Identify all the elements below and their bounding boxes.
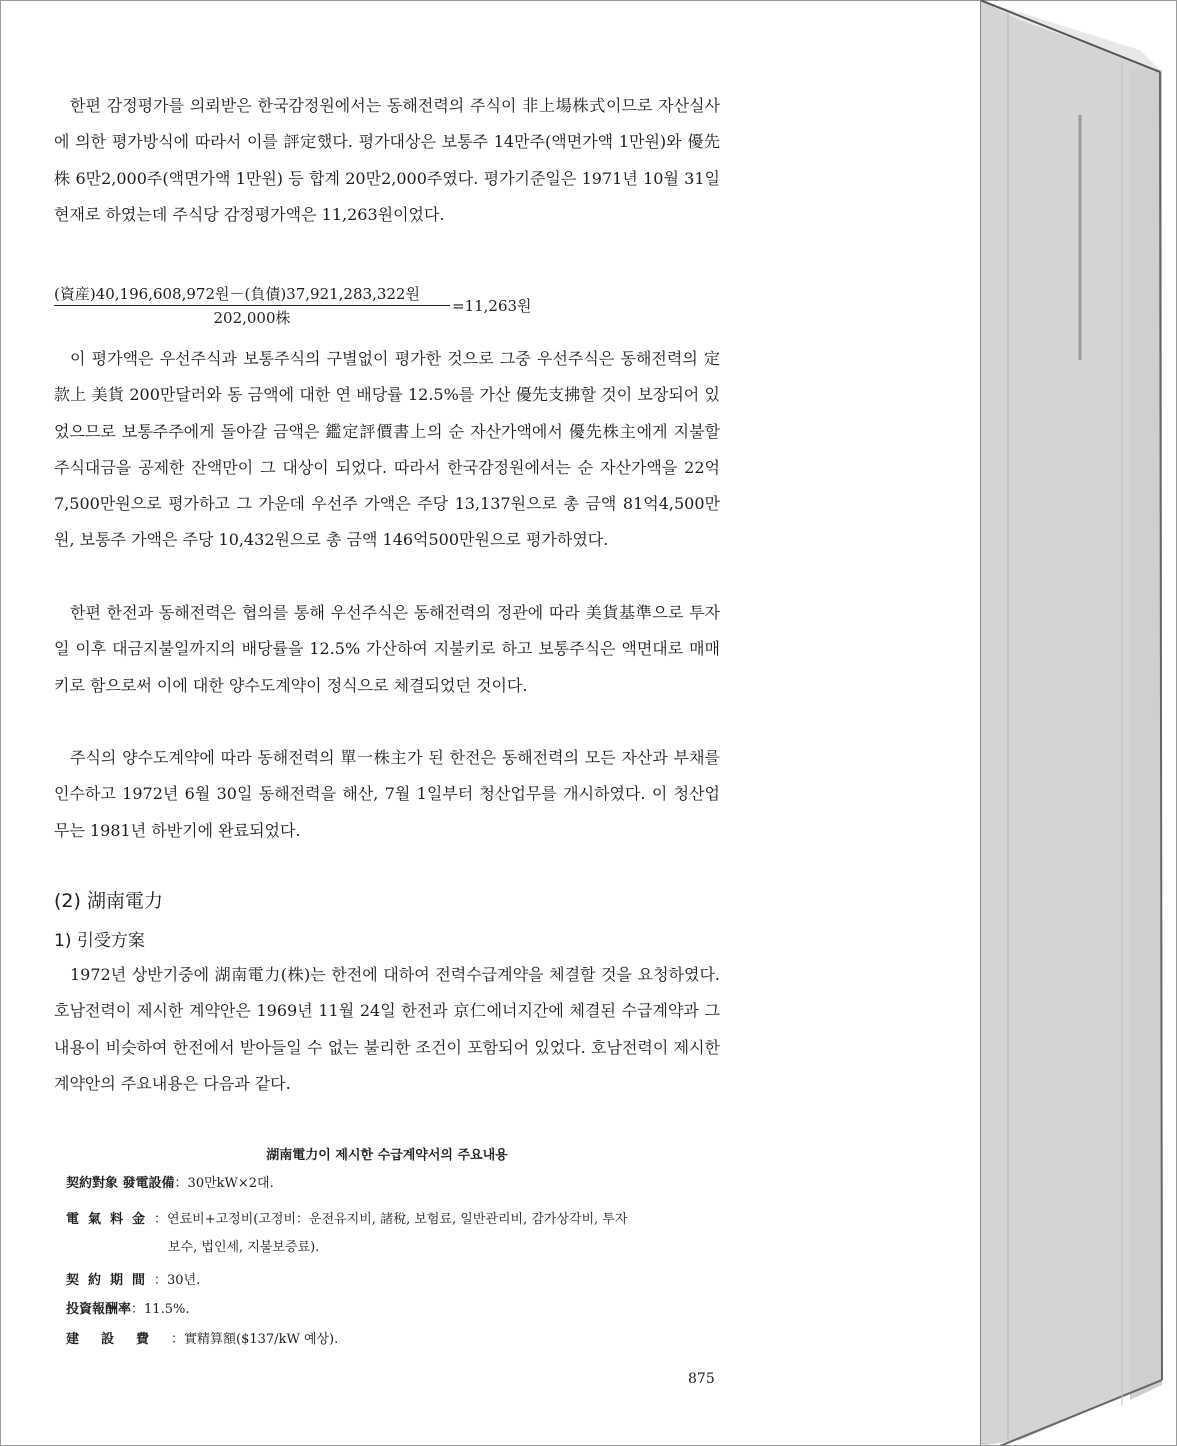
term-value: 實精算額($137/kW 예상). — [184, 1332, 339, 1347]
paragraph-preferred-shares: 이 평가액은 우선주식과 보통주식의 구별없이 평가한 것으로 그중 우선주식은 동해전력의 定款上 美貨 200만달러와 동 금액에 대한 연 배당률 12.5%를 가산 優先支拂할 것이 보장되어 있었으므로 보통주주에게 돌아갈 금액은 鑑定評價書上의 순 자산가액에서 優先株主에게 지불할 주식대금을 공제한 잔액만이 그 대상이 되었다. 따라서 한국감정원에서는 순 자산가액을 22억7,500만원으로 평가하고 그 가운데 우선주 가액은 주당 13,137원으로 총 금액 81억4,500만원, 보통주 가액은 주당 10,432원으로 총 금액 146억500만원으로 평가하였다. — [54, 349, 720, 550]
term-row-tariff-continuation: 보수, 법인세, 지불보증료). — [168, 1240, 320, 1255]
term-value: 30년. — [167, 1273, 201, 1288]
document-page — [2, 2, 980, 1442]
term-label: 契約期間 — [66, 1273, 155, 1288]
valuation-formula — [54, 283, 544, 333]
term-value: 11.5%. — [144, 1302, 190, 1317]
paragraph-liquidation: 주식의 양수도계약에 따라 동해전력의 單一株主가 된 한전은 동해전력의 모든 자산과 부채를 인수하고 1972년 6월 30일 동해전력을 해산, 7월 1일부터 청산업무를 개시하였다. 이 청산업무는 1981년 하반기에 완료되었다. — [54, 748, 720, 840]
book-edge-stack — [980, 0, 1177, 1446]
term-row-construction: 建設費：實精算額($137/kW 예상). — [66, 1326, 726, 1354]
term-label: 契約對象 發電設備 — [66, 1176, 175, 1191]
terms-title: 湖南電力이 제시한 수급계약서의 주요내용 — [266, 1148, 508, 1163]
page-number: 875 — [688, 1371, 715, 1387]
term-label: 建設費 — [66, 1332, 172, 1347]
term-label: 投資報酬率 — [66, 1302, 132, 1317]
term-row-period: 契約期間：30년. — [66, 1267, 726, 1295]
formula-denominator: 202,000株 — [213, 309, 291, 327]
term-value: 연료비+고정비(고정비：운전유지비, 諸稅, 보험료, 일반관리비, 감가상각비, 투자 — [167, 1212, 628, 1227]
subsection-heading: 1) 引受方案 — [54, 931, 145, 951]
term-value: 30만kW×2대. — [187, 1176, 274, 1191]
section-heading: (2) 湖南電力 — [54, 890, 163, 912]
paragraph-honam-request: 1972년 상반기중에 湖南電力(株)는 한전에 대하여 전력수급계약을 체결할 것을 요청하였다. 호남전력이 제시한 계약안은 1969년 11월 24일 한전과 京仁에너지간에 체결된 수급계약과 그 내용이 비슷하여 한전에서 받아들일 수 없는 불리한 조건이 포함되어 있었다. 호남전력이 제시한 계약안의 주요내용은 다음과 같다. — [54, 965, 720, 1093]
term-label: 電氣料金 — [66, 1212, 155, 1227]
paragraph-agreement: 한편 한전과 동해전력은 협의를 통해 우선주식은 동해전력의 정관에 따라 美貨基準으로 투자일 이후 대금지불일까지의 배당률을 12.5% 가산하여 지불키로 하고 보통주식은 액면대로 매매키로 함으로써 이에 대한 양수도계약이 정식으로 체결되었던 것이다. — [54, 603, 720, 695]
term-row-tariff: 電氣料金：연료비+고정비(고정비：운전유지비, 諸稅, 보험료, 일반관리비, 감가상각비, 투자 — [66, 1206, 726, 1234]
formula-result: =11,263원 — [452, 297, 532, 315]
term-row-return: 投資報酬率：11.5%. — [66, 1296, 726, 1324]
formula-numerator: (資産)40,196,608,972원－(負債)37,921,283,322원 — [54, 283, 450, 306]
paragraph-appraisal: 한편 감정평가를 의뢰받은 한국감정원에서는 동해전력의 주식이 非上場株式이므로 자산실사에 의한 평가방식에 따라서 이를 評定했다. 평가대상은 보통주 14만주(액면가액 1만원)와 優先株 6만2,000주(액면가액 1만원) 등 합계 20만2,000주였다. 평가기준일은 1971년 10월 31일 현재로 하였는데 주식당 감정평가액은 11,263원이었다. — [54, 96, 720, 224]
term-row-facility: 契約對象 發電設備：30만kW×2대. — [66, 1170, 726, 1198]
